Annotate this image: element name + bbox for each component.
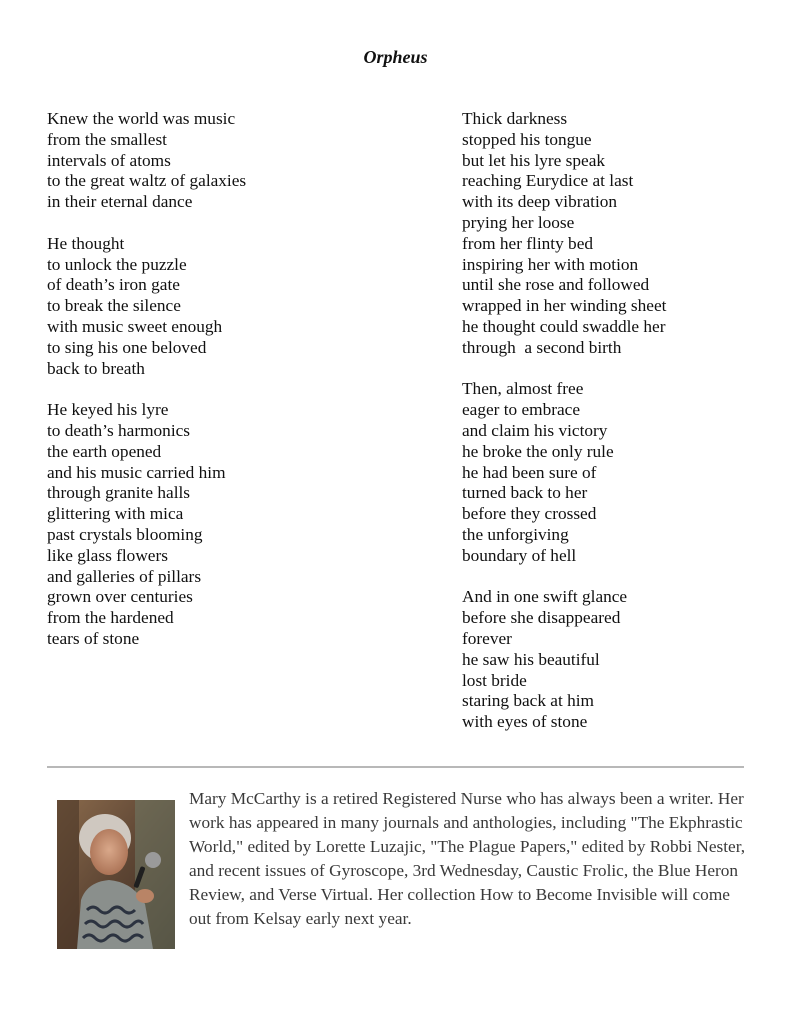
poem-line: the unforgiving bbox=[462, 524, 569, 544]
poem-right-column bbox=[462, 109, 762, 754]
poem-line: but let his lyre speak bbox=[462, 150, 606, 170]
poem-line: with music sweet enough bbox=[47, 316, 223, 336]
poem-line: staring back at him bbox=[462, 691, 594, 711]
poem-line: until she rose and followed bbox=[462, 275, 650, 295]
poem-line: reaching Eurydice at last bbox=[462, 171, 634, 191]
poem-stanza bbox=[47, 234, 407, 380]
poem-line: he had been sure of bbox=[462, 462, 597, 482]
poem-line: tears of stone bbox=[47, 628, 140, 648]
poem-line: the earth opened bbox=[47, 441, 162, 461]
poem-line: grown over centuries bbox=[47, 587, 193, 607]
poem-line: before she disappeared bbox=[462, 608, 621, 628]
poem-line: in their eternal dance bbox=[47, 192, 193, 212]
poem-line: prying her loose bbox=[462, 212, 575, 232]
poem-line: he broke the only rule bbox=[462, 441, 614, 461]
section-divider bbox=[47, 766, 744, 768]
poem-line: and galleries of pillars bbox=[47, 566, 202, 586]
poem-line: like glass flowers bbox=[47, 545, 168, 565]
poem-line: to death’s harmonics bbox=[47, 420, 191, 440]
poem-line: eager to embrace bbox=[462, 400, 581, 420]
poem-line: intervals of atoms bbox=[47, 150, 171, 170]
poem-line: from her flinty bed bbox=[462, 233, 594, 253]
poem-stanza bbox=[462, 587, 762, 733]
poem-line: he thought could swaddle her bbox=[462, 316, 666, 336]
poem-line: turned back to her bbox=[462, 483, 588, 503]
poem-stanza bbox=[47, 109, 407, 213]
poem-line: through granite halls bbox=[47, 483, 191, 503]
poem-line: wrapped in her winding sheet bbox=[462, 296, 667, 316]
poem-line: to the great waltz of galaxies bbox=[47, 171, 247, 191]
poem-line: with its deep vibration bbox=[462, 192, 618, 212]
poem-line: and claim his victory bbox=[462, 420, 608, 440]
poem-line: And in one swift glance bbox=[462, 587, 628, 607]
poem-line: from the smallest bbox=[47, 129, 167, 149]
poem-line: to break the silence bbox=[47, 296, 181, 316]
poem-stanza bbox=[462, 379, 762, 566]
poem-line: inspiring her with motion bbox=[462, 254, 639, 274]
poem-left-column bbox=[47, 109, 407, 671]
poem-line: to unlock the puzzle bbox=[47, 254, 187, 274]
poem-line: to sing his one beloved bbox=[47, 337, 207, 357]
poem-line: and his music carried him bbox=[47, 462, 226, 482]
poem-line: lost bride bbox=[462, 670, 527, 690]
poem-title: Orpheus bbox=[363, 47, 428, 67]
poem-line: Then, almost free bbox=[462, 379, 584, 399]
poem-stanza bbox=[462, 109, 762, 359]
author-bio: Mary McCarthy is a retired Registered Nurse who has always been a writer. Her work has appeared in many journals and anthologies, including "The Ekphrastic World," edited by Lorette Luzajic, "The Plague Papers," edited by Robbi Nester, and recent issues of Gyroscope, 3rd Wednesday, Caustic Frolic, the Blue Heron Review, and Verse Virtual. Her collection How to Become Invisible will come out from Kelsay early next year. bbox=[189, 789, 746, 928]
poem-line: Knew the world was music bbox=[47, 109, 236, 128]
poem-line: of death’s iron gate bbox=[47, 275, 180, 295]
poem-line: from the hardened bbox=[47, 608, 174, 628]
poem-line: He thought bbox=[47, 233, 125, 253]
poem-line: boundary of hell bbox=[462, 545, 577, 565]
poem-line: forever bbox=[462, 628, 512, 648]
poem-line: He keyed his lyre bbox=[47, 400, 169, 420]
poem-line: with eyes of stone bbox=[462, 712, 588, 732]
poem-line: back to breath bbox=[47, 358, 145, 378]
poem-line: through a second birth bbox=[462, 337, 622, 357]
poem-line: stopped his tongue bbox=[462, 129, 592, 149]
poem-line: before they crossed bbox=[462, 504, 597, 524]
poem-line: past crystals blooming bbox=[47, 524, 203, 544]
poem-line: he saw his beautiful bbox=[462, 649, 600, 669]
poem-stanza bbox=[47, 400, 407, 650]
author-photo bbox=[57, 800, 175, 949]
poem-line: glittering with mica bbox=[47, 504, 184, 524]
poem-line: Thick darkness bbox=[462, 109, 568, 128]
